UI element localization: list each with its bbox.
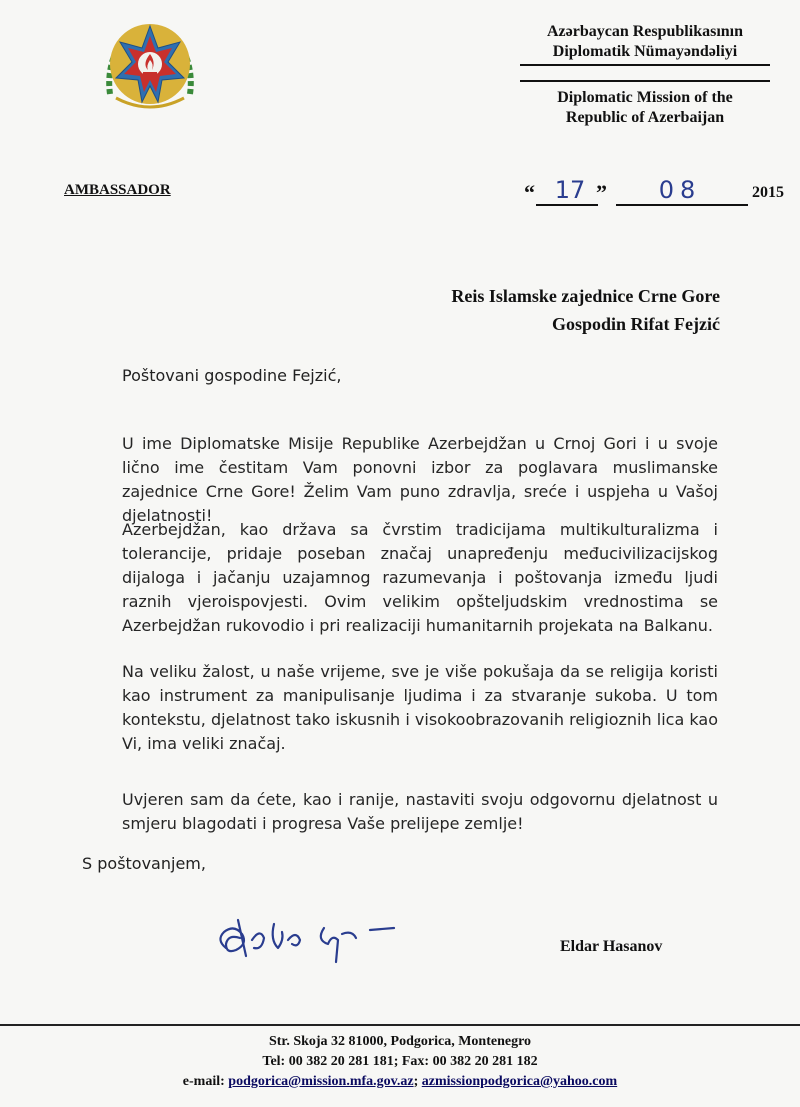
email-link-1[interactable]: podgorica@mission.mfa.gov.az <box>228 1074 414 1089</box>
footer-phone-fax: Tel: 00 382 20 281 181; Fax: 00 382 20 281 182 <box>262 1054 538 1069</box>
footer-email <box>0 1072 800 1091</box>
closing: S poštovanjem, <box>82 854 206 873</box>
sender-title: AMBASSADOR <box>64 182 171 198</box>
date-day: 17 <box>554 176 586 204</box>
body-paragraph-1: U ime Diplomatske Misije Republike Azerbejdžan u Crnoj Gori i u svoje lično ime čestitam Vam ponovni izbor za poglavara muslimanske zajednice Crne Gore! Želim Vam puno zdravlja, sreće i uspjeha u Vašoj djelatnosti! <box>122 434 718 525</box>
date-day-underline <box>536 204 598 206</box>
date-month: 08 <box>658 176 702 204</box>
date-year: 2015 <box>752 184 784 201</box>
org-name-en-line2: Republic of Azerbaijan <box>565 109 725 126</box>
body-paragraph-4: Uvjeren sam da ćete, kao i ranije, nastaviti svoju odgovornu djelatnost u smjeru blagodati i progresa Vaše prelijepe zemlje! <box>122 790 718 833</box>
org-name-az <box>520 22 770 62</box>
azerbaijan-coat-of-arms-icon <box>96 16 204 116</box>
body-paragraph-3: Na veliku žalost, u naše vrijeme, sve je više pokušaja da se religija koristi kao instrument za manipulisanje ljudima i za stvaranje sukoba. U tom kontekstu, djelatnost tako iskusnih i visokoobrazovanih religioznih lica kao Vi, ima veliki značaj. <box>122 662 718 753</box>
email-label: e-mail: <box>182 1074 225 1089</box>
signer-name: Eldar Hasanov <box>560 938 663 955</box>
org-name-az-line1: Azərbaycan Respublikasının <box>546 23 744 40</box>
footer-divider <box>0 1024 800 1026</box>
date-close-quote: ” <box>596 180 607 205</box>
email-link-2[interactable]: azmissionpodgorica@yahoo.com <box>421 1074 618 1089</box>
footer-address: Str. Skoja 32 81000, Podgorica, Montenegro <box>268 1034 532 1049</box>
header-divider-top <box>520 64 770 66</box>
email-separator: ; <box>413 1074 419 1089</box>
recipient-line-2: Gospodin Rifat Fejzić <box>552 314 720 334</box>
org-name-en <box>520 88 770 128</box>
date-month-underline <box>616 204 748 206</box>
date-open-quote: “ <box>524 180 535 205</box>
body-paragraph-2: Azerbejdžan, kao država sa čvrstim tradicijama multikulturalizma i tolerancije, pridaje poseban značaj unapređenju međucivilizacijskog dijaloga i jačanju uzajamnog razumevanja i poštovanja između ljudi raznih vjeroispovjesti. Ovim velikim opšteljudskim vrednostima se Azerbejdžan rukovodio i pri realizaciji humanitarnih projekata na Balkanu. <box>122 520 718 635</box>
recipient-line-1: Reis Islamske zajednice Crne Gore <box>451 286 720 306</box>
header-divider-bottom <box>520 80 770 82</box>
signature-icon <box>212 910 422 970</box>
org-name-en-line1: Diplomatic Mission of the <box>557 89 733 106</box>
salutation: Poštovani gospodine Fejzić, <box>122 366 342 385</box>
org-name-az-line2: Diplomatik Nümayəndəliyi <box>552 43 738 60</box>
